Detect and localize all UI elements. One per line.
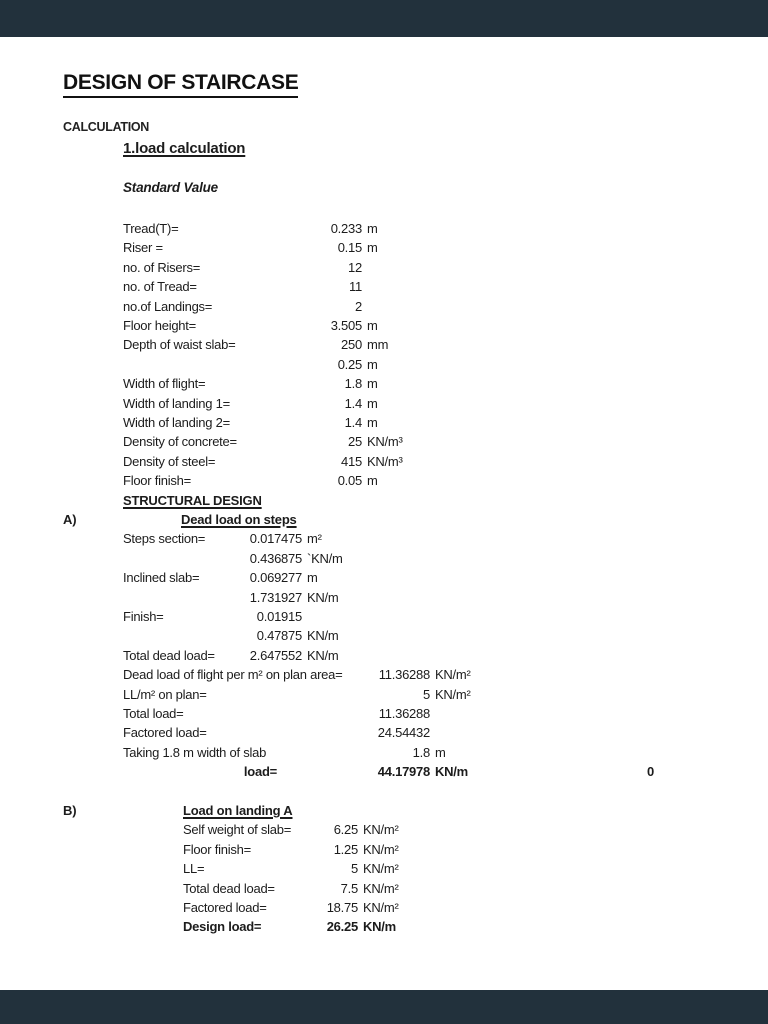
row-value: 1.4 <box>344 414 362 430</box>
row-unit: m² <box>307 531 322 547</box>
row-label: Density of concrete= <box>123 434 237 450</box>
section-a-heading: Dead load on steps <box>181 512 297 527</box>
row-label: Self weight of slab= <box>183 822 292 838</box>
calc-row <box>0 762 768 781</box>
row-value: 26.25 <box>326 919 358 935</box>
calc-row <box>0 355 768 374</box>
row-value: 1.25 <box>333 841 358 857</box>
calc-row <box>0 723 768 742</box>
row-value: 0.436875 <box>249 550 302 566</box>
row-unit: m <box>367 356 378 372</box>
row-value: 3.505 <box>330 317 362 333</box>
row-value: 18.75 <box>326 899 358 915</box>
row-value: 5 <box>423 686 430 702</box>
section-b-marker: B) <box>63 803 77 818</box>
section-b-heading-row <box>0 801 768 820</box>
row-value: 0.017475 <box>249 531 302 547</box>
row-unit: KN/m³ <box>367 453 403 469</box>
calc-row <box>0 743 768 762</box>
row-value: 0.25 <box>337 356 362 372</box>
row-value: 25 <box>348 434 362 450</box>
calc-row <box>0 297 768 316</box>
row-unit: m <box>367 240 378 256</box>
calc-row <box>0 394 768 413</box>
calc-row <box>0 917 768 936</box>
row-label: Width of landing 2= <box>123 414 230 430</box>
row-unit: m <box>367 317 378 333</box>
row-value: 24.54432 <box>377 725 430 741</box>
row-label: Inclined slab= <box>123 570 200 586</box>
row-unit: KN/m² <box>363 899 399 915</box>
calc-row <box>0 840 768 859</box>
row-value: 1.731927 <box>249 589 302 605</box>
calc-row <box>0 316 768 335</box>
page-title: DESIGN OF STAIRCASE <box>63 70 298 98</box>
row-label: Floor height= <box>123 317 196 333</box>
calc-row <box>0 432 768 451</box>
row-label: Design load= <box>183 919 262 935</box>
row-unit: KN/m² <box>363 822 399 838</box>
section-a-marker: A) <box>63 512 77 527</box>
viewer-top-bar <box>0 0 768 37</box>
calc-row <box>0 626 768 645</box>
row-label: Tread(T)= <box>123 221 179 236</box>
row-value: 0.15 <box>337 240 362 256</box>
row-label: Dead load of flight per m² on plan area= <box>123 667 343 683</box>
row-unit: m <box>367 376 378 392</box>
row-label: load= <box>243 764 277 780</box>
row-unit: KN/m <box>307 589 339 605</box>
row-unit: KN/m² <box>363 861 399 877</box>
row-label: Riser = <box>123 240 163 256</box>
row-unit: KN/m² <box>435 686 471 702</box>
row-label: Factored load= <box>183 899 267 915</box>
viewer-bottom-bar <box>0 990 768 1024</box>
calc-row <box>0 607 768 626</box>
row-value: 0.069277 <box>249 570 302 586</box>
row-label: no. of Tread= <box>123 279 197 295</box>
calc-row <box>0 219 768 238</box>
row-label: Finish= <box>123 608 164 624</box>
row-unit: m <box>435 744 446 760</box>
row-label: no. of Risers= <box>123 259 201 275</box>
calc-row <box>0 549 768 568</box>
calc-row <box>0 374 768 393</box>
row-label: Density of steel= <box>123 453 216 469</box>
section-a-heading-row <box>0 510 768 529</box>
row-label: Floor finish= <box>183 841 251 857</box>
row-label: Width of landing 1= <box>123 395 230 411</box>
calc-row <box>0 471 768 490</box>
row-unit: m <box>367 414 378 430</box>
calc-row <box>0 413 768 432</box>
row-value: 0.01915 <box>256 608 302 624</box>
row-value: 5 <box>351 861 358 877</box>
row-label: Taking 1.8 m width of slab <box>123 744 267 760</box>
row-value: 2 <box>355 298 362 314</box>
flight-load-table <box>0 665 768 781</box>
row-label: Total load= <box>123 705 184 721</box>
row-label: Floor finish= <box>123 473 191 489</box>
row-label: LL/m² on plan= <box>123 686 207 702</box>
row-unit: KN/m² <box>363 880 399 896</box>
row-unit: m <box>367 473 378 489</box>
row-unit: KN/m <box>363 919 396 935</box>
row-value: 0.05 <box>337 473 362 489</box>
row-value: 11.36288 <box>378 705 430 721</box>
structural-design-heading-text: STRUCTURAL DESIGN <box>123 492 262 508</box>
calc-row <box>0 588 768 607</box>
row-value: 415 <box>341 453 362 469</box>
row-label: LL= <box>183 861 205 877</box>
calc-row <box>0 258 768 277</box>
calc-row <box>0 238 768 257</box>
row-label: Total dead load= <box>123 647 215 663</box>
calc-row <box>0 704 768 723</box>
row-label: Steps section= <box>123 531 206 547</box>
row-value: 7.5 <box>340 880 358 896</box>
calc-row <box>0 820 768 839</box>
calc-row <box>0 277 768 296</box>
row-value: 12 <box>348 259 362 275</box>
row-value: 2.647552 <box>249 647 302 663</box>
row-unit: KN/m³ <box>367 434 403 450</box>
row-label: Depth of waist slab= <box>123 337 236 353</box>
calc-row <box>0 685 768 704</box>
section-b-heading: Load on landing A <box>183 803 293 818</box>
row-unit: KN/m² <box>363 841 399 857</box>
row-value: 6.25 <box>333 822 358 838</box>
calc-row <box>0 568 768 587</box>
calc-row <box>0 646 768 665</box>
row-unit: KN/m <box>307 628 339 644</box>
row-value: 0.47875 <box>256 628 302 644</box>
load-on-landing-table <box>0 820 768 936</box>
row-value: 0.233 <box>330 221 362 236</box>
row-unit: m <box>367 221 378 236</box>
calc-row <box>0 665 768 684</box>
row-value: 44.17978 <box>377 764 430 780</box>
calc-row <box>0 529 768 548</box>
row-unit: m <box>367 395 378 411</box>
row-value: 11.36288 <box>378 667 430 683</box>
row-value: 1.4 <box>344 395 362 411</box>
structural-design-heading <box>0 491 768 510</box>
row-label: Factored load= <box>123 725 207 741</box>
row-unit: KN/m <box>307 647 339 663</box>
calc-row <box>0 859 768 878</box>
row-unit: m <box>307 570 318 586</box>
row-unit: mm <box>367 337 389 353</box>
row-unit: KN/m <box>435 764 468 780</box>
row-value: 1.8 <box>344 376 362 392</box>
row-label: no.of Landings= <box>123 298 213 314</box>
calc-row <box>0 335 768 354</box>
row-label: Total dead load= <box>183 880 275 896</box>
row-extra-value: 0 <box>647 764 654 780</box>
row-unit: `KN/m <box>307 550 343 566</box>
row-value: 11 <box>349 279 362 295</box>
standard-value-heading: Standard Value <box>123 180 218 195</box>
calculation-label: CALCULATION <box>63 120 150 134</box>
calc-row <box>0 898 768 917</box>
load-calculation-heading: 1.load calculation <box>123 140 246 157</box>
calc-row <box>0 452 768 471</box>
calc-row <box>0 879 768 898</box>
row-label: Width of flight= <box>123 376 206 392</box>
row-value: 1.8 <box>412 744 430 760</box>
dead-load-on-steps-table <box>0 529 768 665</box>
row-value: 250 <box>341 337 362 353</box>
standard-values-table <box>0 219 768 490</box>
row-unit: KN/m² <box>435 667 471 683</box>
